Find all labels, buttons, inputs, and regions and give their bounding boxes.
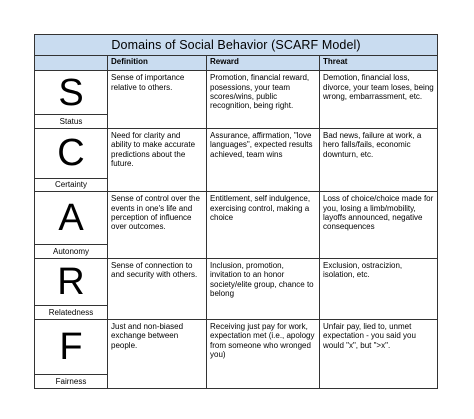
reward-cell: Entitlement, self indulgence, exercising control, making a choice — [207, 192, 320, 259]
domain-letter: R — [35, 258, 108, 306]
reward-cell: Receiving just pay for work, expectation met (i.e., apology from someone who wronged you) — [207, 319, 320, 388]
table-row-relatedness — [35, 258, 438, 306]
table-row-fairness — [35, 319, 438, 374]
title-row — [35, 35, 438, 56]
header-blank-cell — [35, 56, 108, 71]
threat-cell: Exclusion, ostracizion, isolation, etc. — [320, 258, 438, 319]
definition-cell: Sense of importance relative to others. — [108, 71, 207, 129]
reward-cell: Inclusion, promotion, invitation to an honor society/elite group, chance to belong — [207, 258, 320, 319]
domain-letter: A — [35, 192, 108, 245]
header-row — [35, 56, 438, 71]
domain-name: Autonomy — [35, 245, 108, 259]
header-reward: Reward — [207, 56, 320, 71]
threat-cell: Demotion, financial loss, divorce, your team loses, being wrong, embarrassment, etc. — [320, 71, 438, 129]
domain-name: Fairness — [35, 375, 108, 389]
definition-cell: Just and non-biased exchange between people. — [108, 319, 207, 388]
header-threat: Threat — [320, 56, 438, 71]
domain-name: Relatedness — [35, 306, 108, 320]
header-definition: Definition — [108, 56, 207, 71]
threat-cell: Unfair pay, lied to, unmet expectation - you said you would "x", but ">x". — [320, 319, 438, 388]
domain-letter: F — [35, 319, 108, 374]
domain-name: Certainty — [35, 178, 108, 192]
table-row-autonomy — [35, 192, 438, 245]
threat-cell: Bad news, failure at work, a hero falls/fails, economic downturn, etc. — [320, 128, 438, 191]
domain-letter: S — [35, 71, 108, 115]
reward-cell: Promotion, financial reward, posessions, your team scores/wins, public recognition, being right. — [207, 71, 320, 129]
table-row-certainty — [35, 128, 438, 178]
domain-letter: C — [35, 128, 108, 178]
reward-cell: Assurance, affirmation, "love languages", expected results achieved, team wins — [207, 128, 320, 191]
threat-cell: Loss of choice/choice made for you, losing a limb/mobility, layoffs announced, negative consequences — [320, 192, 438, 259]
definition-cell: Sense of connection to and security with others. — [108, 258, 207, 319]
definition-cell: Need for clarity and ability to make accurate predictions about the future. — [108, 128, 207, 191]
definition-cell: Sense of control over the events in one's life and perception of influence over outcomes. — [108, 192, 207, 259]
table-title: Domains of Social Behavior (SCARF Model) — [35, 35, 438, 56]
scarf-table — [34, 34, 438, 389]
table-row-status — [35, 71, 438, 115]
domain-name: Status — [35, 115, 108, 129]
